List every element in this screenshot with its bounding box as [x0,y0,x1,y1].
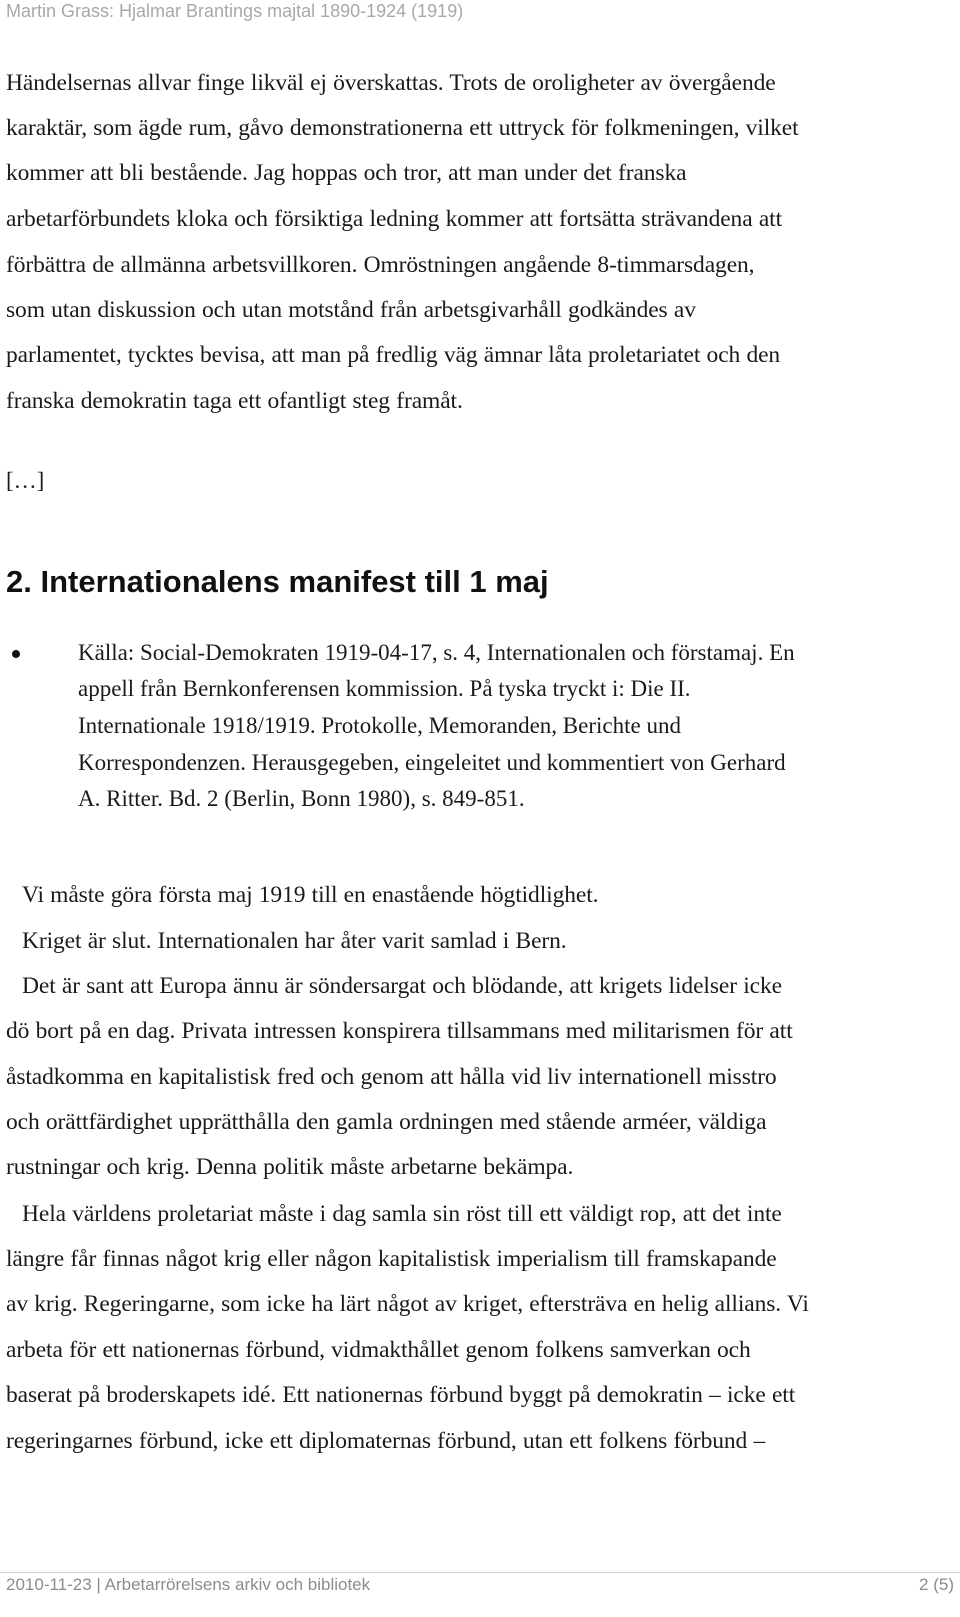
manifest-line: Vi måste göra första maj 1919 till en enastående högtidlighet. [22,882,599,908]
intro-line: kommer att bli bestående. Jag hoppas och tror, att man under det franska [6,160,687,186]
source-line: appell från Bernkonferensen kommission. På tyska tryckt i: Die II. [78,676,691,701]
manifest-line: baserat på broderskapets idé. Ett nationernas förbund byggt på demokratin – icke ett [6,1382,796,1408]
manifest-line: regeringarnes förbund, icke ett diplomaternas förbund, utan ett folkens förbund – [6,1428,766,1454]
manifest-line: dö bort på en dag. Privata intressen konspirera tillsammans med militarismen för att [6,1018,793,1044]
intro-line: förbättra de allmänna arbetsvillkoren. Omröstningen angående 8-timmarsdagen, [6,252,755,278]
footer-date-publisher: 2010-11-23 | Arbetarrörelsens arkiv och bibliotek [6,1575,371,1594]
intro-line: franska demokratin taga ett ofantligt steg framåt. [6,388,463,414]
intro-line: parlamentet, tycktes bevisa, att man på fredlig väg ämnar låta proletariatet och den [6,342,781,368]
section-heading: 2. Internationalens manifest till 1 maj [6,564,549,599]
bullet-icon [12,650,20,658]
manifest-line: av krig. Regeringarne, som icke ha lärt något av kriget, eftersträva en helig allians. Vi [6,1291,809,1317]
manifest-line: Kriget är slut. Internationalen har åter varit samlad i Bern. [22,928,567,954]
omission-ellipsis: […] [6,468,45,493]
manifest-line: Hela världens proletariat måste i dag samla sin röst till ett väldigt rop, att det inte [22,1201,782,1227]
intro-line: Händelsernas allvar finge likväl ej överskattas. Trots de oroligheter av övergående [6,70,776,96]
intro-line: arbetarförbundets kloka och försiktiga ledning kommer att fortsätta strävandena att [6,206,783,232]
source-line: Källa: Social-Demokraten 1919-04-17, s. 4, Internationalen och förstamaj. En [78,640,795,665]
source-line: Internationale 1918/1919. Protokolle, Memoranden, Berichte und [78,713,681,738]
intro-line: karaktär, som ägde rum, gåvo demonstrationerna ett uttryck för folkmeningen, vilket [6,115,799,141]
footer-divider [0,1572,960,1573]
source-line: Korrespondenzen. Herausgegeben, eingeleitet und kommentiert von Gerhard [78,750,786,775]
manifest-line: Det är sant att Europa ännu är söndersargat och blödande, att krigets lidelser icke [22,973,782,999]
manifest-line: och orättfärdighet upprätthålla den gamla ordningen med stående arméer, väldiga [6,1109,767,1135]
manifest-line: åstadkomma en kapitalistisk fred och genom att hålla vid liv internationell misstro [6,1064,777,1090]
page-number: 2 (5) [919,1575,954,1594]
manifest-line: rustningar och krig. Denna politik måste arbetarne bekämpa. [6,1154,574,1180]
manifest-line: arbeta för ett nationernas förbund, vidmakthållet genom folkens samverkan och [6,1337,751,1363]
intro-line: som utan diskussion och utan motstånd från arbetsgivarhåll godkändes av [6,297,696,323]
running-header: Martin Grass: Hjalmar Brantings majtal 1890-1924 (1919) [6,1,464,21]
manifest-line: längre får finnas något krig eller någon kapitalistisk imperialism till framskapande [6,1246,777,1272]
source-line: A. Ritter. Bd. 2 (Berlin, Bonn 1980), s. 849-851. [78,786,525,811]
